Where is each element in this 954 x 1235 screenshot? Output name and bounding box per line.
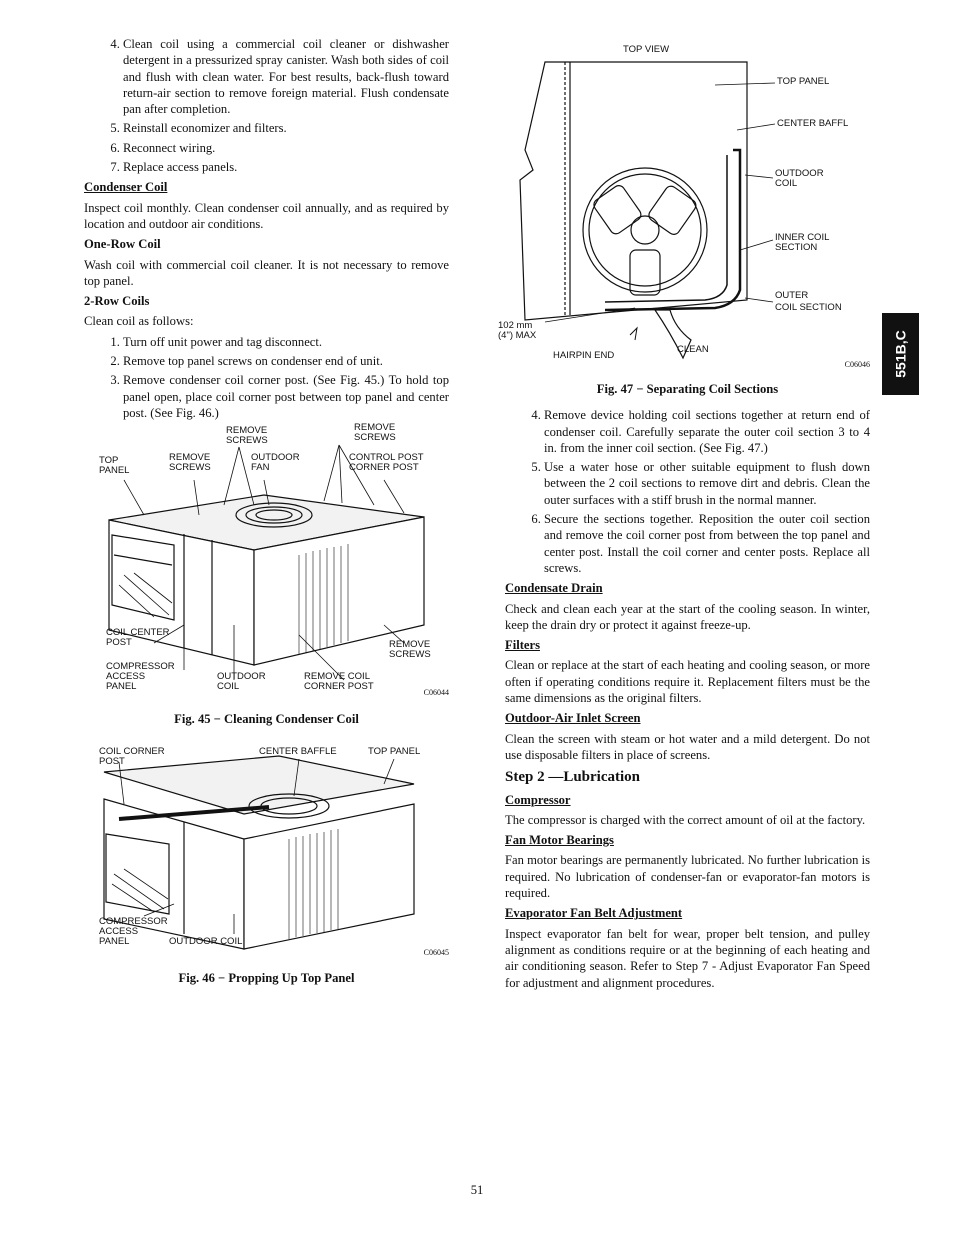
figure-45-caption: Fig. 45 − Cleaning Condenser Coil [174,712,359,727]
left-column [84,36,449,996]
step-2-heading: Step 2 —Lubrication [505,769,641,786]
inlet-screen-text: Clean the screen with steam or hot water and a mild detergent. Do not use disposable filters in place of screens. [505,731,870,762]
fig45-label: TOP [99,455,119,467]
fig46-label: TOP PANEL [368,745,421,757]
fig47-label: CLEAN [677,344,709,355]
fig45-label: COIL [217,681,240,693]
fig47-label: INNER COIL [775,232,830,243]
figure-47 [498,40,870,375]
figure-code: C06044 [423,687,449,697]
propping-up-top-panel-illustration [84,744,449,964]
condensate-drain-text: Check and clean each year at the start of the cooling season. In winter, keep the drain dry or protect it against freeze-up. [505,601,870,632]
inlet-screen-heading: Outdoor-Air Inlet Screen [505,711,641,726]
fig45-label: OUTDOOR [251,452,300,464]
list-item: 2. Remove top panel screws on condenser end of unit. [123,353,449,369]
fan-belt-heading: Evaporator Fan Belt Adjustment [505,906,683,921]
fig47-label: COIL [775,178,798,189]
list-item: 1. Turn off unit power and tag disconnect. [123,334,449,350]
fig45-label: CORNER POST [304,681,374,693]
fig47-label: SECTION [775,242,818,253]
fig45-label: REMOVE [354,422,396,434]
fig47-label: (4") MAX [498,330,537,341]
fig46-label: POST [99,755,125,767]
figure-45 [84,422,449,705]
list-item: 3. Remove condenser coil corner post. (See Fig. 45.) To hold top panel open, place coil corner post between top panel and center post. (See Fig. 46.) [123,372,449,421]
fig45-label: COIL CENTER [106,627,170,639]
separation-steps [505,407,870,576]
list-item: 5. Reinstall economizer and filters. [123,120,449,136]
fig45-label: PANEL [106,681,137,693]
list-item: 5. Use a water hose or other suitable equipment to flush down between the 2 coil sections to remove dirt and debris. Clean the outer surfaces with a stiff brush in the normal manner. [544,459,870,508]
fig46-label: ACCESS [99,925,139,937]
fan-motor-bearings-text: Fan motor bearings are permanently lubricated. No further lubrication is required. No lubrication of condenser-fan or evaporator-fan motors is required. [505,853,870,901]
fig46-label: COMPRESSOR [99,915,168,927]
fig45-label: ACCESS [106,671,146,683]
condenser-coil-text: Inspect coil monthly. Clean condenser coil annually, and as required by location and outdoor air conditions. [84,200,449,231]
list-item: 6. Reconnect wiring. [123,140,449,156]
model-side-tab [882,313,919,395]
figure-code: C06046 [844,359,870,369]
fig47-label: TOP VIEW [623,44,670,55]
fig45-label: REMOVE COIL [304,671,370,683]
side-tab-label: 551B,C [892,330,909,378]
list-item: 4. Clean coil using a commercial coil cleaner or dishwasher detergent in a pressurized spray canister. Wash both sides of coil and flush with clean water. For best results, back-flush toward return-air section to remove foreign material. Flush condensate pan after completion. [123,36,449,117]
fig45-label: FAN [251,462,270,474]
right-column [498,40,870,995]
fig45-label: PANEL [99,465,130,477]
fig47-label: CENTER BAFFL [777,118,849,129]
compressor-heading: Compressor [505,792,571,807]
condensate-drain-heading: Condensate Drain [505,581,603,596]
fig45-label: CORNER POST [349,462,419,474]
fig47-label: HAIRPIN END [553,350,615,361]
filters-heading: Filters [505,638,540,653]
two-row-steps [84,334,449,421]
fig45-label: CONTROL POST [349,452,424,464]
fan-motor-bearings-heading: Fan Motor Bearings [505,833,614,848]
two-row-coils-heading: 2-Row Coils [84,294,150,309]
fig47-label: 102 mm [498,320,533,331]
fig45-label: SCREWS [169,462,211,474]
two-row-intro: Clean coil as follows: [84,314,194,329]
fig45-label: SCREWS [226,435,268,447]
fig45-label: SCREWS [389,649,431,661]
fan-belt-text: Inspect evaporator fan belt for wear, proper belt tension, and pulley alignment as conditions require or at the beginning of each heating and air conditioning season. Refer to Step 7 - Adjust Evaporator Fan Speed for adjustment and alignment procedures. [505,926,870,990]
fig45-label: REMOVE [226,425,268,437]
page-number: 51 [470,1183,484,1197]
fig45-label: OUTDOOR [217,671,266,683]
separating-coil-sections-illustration [498,40,870,375]
figure-code: C06045 [423,948,449,958]
fig46-label: OUTDOOR COIL [169,935,243,947]
compressor-text: The compressor is charged with the correct amount of oil at the factory. [505,812,866,827]
figure-46-caption: Fig. 46 − Propping Up Top Panel [178,970,355,985]
fig45-label: POST [106,637,132,649]
cleaning-condenser-coil-illustration [84,422,449,705]
figure-47-caption: Fig. 47 − Separating Coil Sections [596,382,779,396]
list-item: 6. Secure the sections together. Reposition the outer coil section and remove the coil corner post from between the top panel and center post. Install the coil corner and center posts. Replace all screws. [544,511,870,576]
fig45-label: COMPRESSOR [106,661,175,673]
fig46-label: CENTER BAFFLE [259,745,337,757]
fig47-label: TOP PANEL [777,76,830,87]
fig47-label: OUTER [775,290,809,301]
fig45-label: REMOVE [389,639,431,651]
list-item: 7. Replace access panels. [123,159,449,175]
fig45-label: SCREWS [354,432,396,444]
list-item: 4. Remove device holding coil sections together at return end of condenser coil. Carefully separate the outer coil section 3 to 4 in. from the inner coil section. (See Fig. 47.) [544,407,870,456]
coil-clean-steps [84,36,449,175]
fig47-label: COIL SECTION [775,302,842,313]
one-row-coil-text: Wash coil with commercial coil cleaner. It is not necessary to remove top panel. [84,257,449,288]
fig45-label: REMOVE [169,452,211,464]
condenser-coil-heading: Condenser Coil [84,180,168,195]
fig47-label: OUTDOOR [775,168,824,179]
one-row-coil-heading: One-Row Coil [84,237,161,252]
fig46-label: PANEL [99,935,130,947]
fig46-label: COIL CORNER [99,745,165,757]
figure-46 [84,744,449,964]
filters-text: Clean or replace at the start of each heating and cooling season, or more often if operating conditions require it. Replacement filters must be the same dimensions as the original filters. [505,658,870,706]
